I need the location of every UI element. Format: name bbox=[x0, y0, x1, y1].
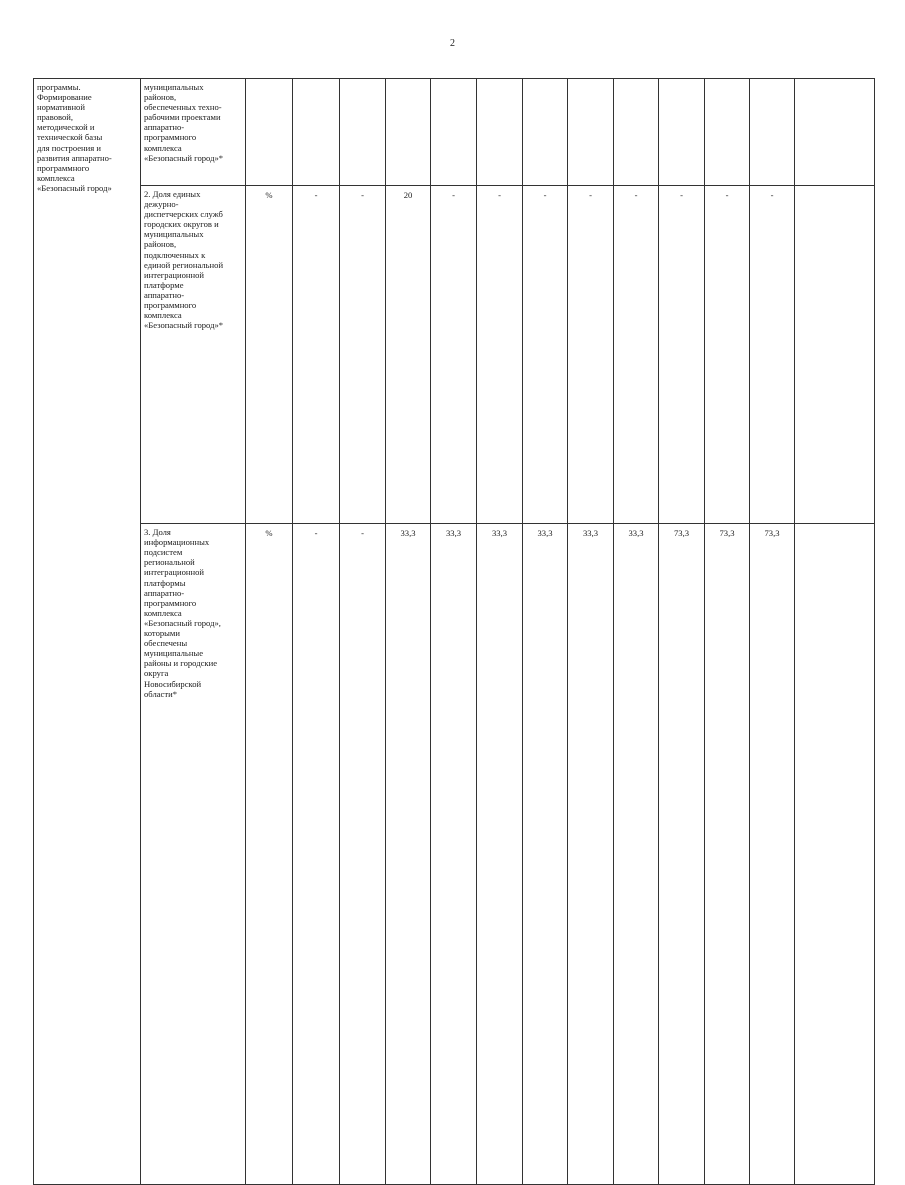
value-cell bbox=[431, 79, 477, 186]
value-cell: 33,3 bbox=[568, 524, 614, 1185]
value-cell bbox=[568, 79, 614, 186]
value-cell: - bbox=[659, 186, 705, 524]
value-cell: - bbox=[340, 186, 386, 524]
value-cell bbox=[340, 79, 386, 186]
value-cell: - bbox=[568, 186, 614, 524]
unit-cell: % bbox=[246, 186, 293, 524]
indicator-cell: 3. Доля информационных подсистем региональной интеграционной платформы аппаратно- программного комплекса «Безопасный город», которыми обеспечены муниципальные районы и городские округа Новосибирской области* bbox=[141, 524, 246, 1185]
value-cell: - bbox=[293, 186, 340, 524]
value-cell: 73,3 bbox=[705, 524, 750, 1185]
value-cell bbox=[750, 79, 795, 186]
value-cell bbox=[477, 79, 523, 186]
value-cell: - bbox=[614, 186, 659, 524]
value-cell bbox=[795, 524, 875, 1185]
value-cell: - bbox=[293, 524, 340, 1185]
value-cell: 33,3 bbox=[614, 524, 659, 1185]
value-cell: 33,3 bbox=[431, 524, 477, 1185]
indicator-cell: 2. Доля единых дежурно- диспетчерских служб городских округов и муниципальных районов, подключенных к единой региональной интеграционной платформе аппаратно- программного комплекса «Безопасный город»* bbox=[141, 186, 246, 524]
value-cell: - bbox=[750, 186, 795, 524]
value-cell bbox=[795, 186, 875, 524]
value-cell bbox=[523, 79, 568, 186]
value-cell: - bbox=[477, 186, 523, 524]
value-cell: 33,3 bbox=[477, 524, 523, 1185]
value-cell: 33,3 bbox=[523, 524, 568, 1185]
value-cell bbox=[705, 79, 750, 186]
unit-cell bbox=[246, 79, 293, 186]
value-cell bbox=[293, 79, 340, 186]
value-cell bbox=[614, 79, 659, 186]
value-cell bbox=[795, 79, 875, 186]
value-cell bbox=[386, 79, 431, 186]
unit-cell: % bbox=[246, 524, 293, 1185]
value-cell: 33,3 bbox=[386, 524, 431, 1185]
goal-cell: программы. Формирование нормативной правовой, методической и технической базы для построения и развития аппаратно- программного комплекса «Безопасный город» bbox=[34, 79, 141, 1185]
value-cell bbox=[659, 79, 705, 186]
value-cell: 73,3 bbox=[750, 524, 795, 1185]
value-cell: - bbox=[431, 186, 477, 524]
value-cell: 73,3 bbox=[659, 524, 705, 1185]
indicators-table bbox=[33, 78, 875, 1185]
table-row bbox=[34, 524, 875, 1185]
value-cell: - bbox=[340, 524, 386, 1185]
table-row bbox=[34, 79, 875, 186]
indicator-cell: муниципальных районов, обеспеченных техно- рабочими проектами аппаратно- программного комплекса «Безопасный город»* bbox=[141, 79, 246, 186]
value-cell: 20 bbox=[386, 186, 431, 524]
page-number: 2 bbox=[450, 38, 455, 49]
value-cell: - bbox=[523, 186, 568, 524]
value-cell: - bbox=[705, 186, 750, 524]
table-row bbox=[34, 186, 875, 524]
